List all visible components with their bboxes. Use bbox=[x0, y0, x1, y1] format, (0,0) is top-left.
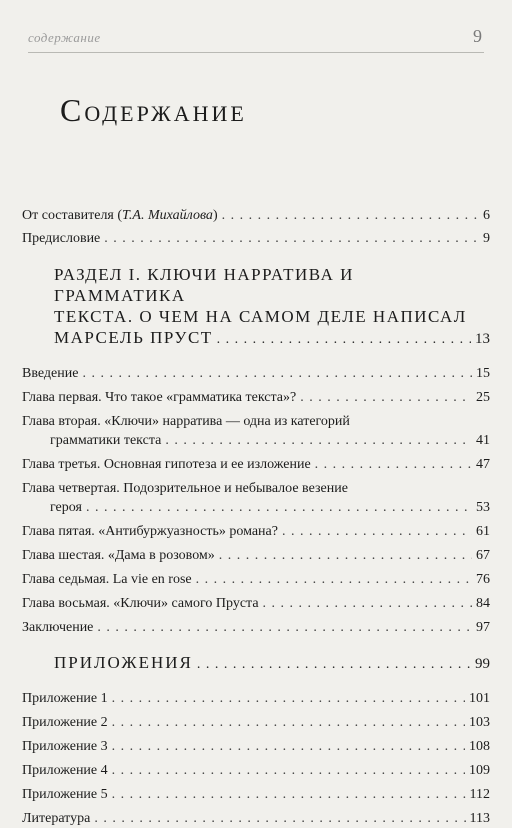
toc-entry-chapter-3[interactable] bbox=[22, 455, 490, 474]
toc-entry-appendix-4[interactable] bbox=[22, 761, 490, 780]
toc-entry-label: От составителя (Т.А. Михайлова) bbox=[22, 208, 218, 223]
toc-entry-page: 109 bbox=[469, 763, 490, 778]
toc-entry-chapter-4[interactable] bbox=[22, 479, 490, 517]
toc-entry-label: Приложение 4 bbox=[22, 763, 108, 778]
section-heading-1[interactable] bbox=[22, 264, 490, 350]
leader-dots bbox=[263, 594, 472, 613]
toc-entry-label: Глава четвертая. Подозрительное и небывалое везение bbox=[22, 481, 348, 496]
leader-dots bbox=[165, 431, 472, 450]
leader-dots bbox=[97, 618, 472, 637]
toc-entry-label: Глава третья. Основная гипотеза и ее изложение bbox=[22, 457, 311, 472]
toc-entry-page: 76 bbox=[476, 572, 490, 587]
header-rule bbox=[28, 52, 484, 53]
toc-entry-label: Глава седьмая. La vie en rose bbox=[22, 572, 192, 587]
toc-entry-appendix-2[interactable] bbox=[22, 713, 490, 732]
section-heading-line: РАЗДЕЛ I. КЛЮЧИ НАРРАТИВА И ГРАММАТИКА bbox=[54, 265, 354, 305]
page-title: Содержание bbox=[60, 92, 247, 128]
toc-entry-page: 97 bbox=[476, 620, 490, 635]
leader-dots bbox=[86, 498, 472, 517]
toc-entry-page: 47 bbox=[476, 457, 490, 472]
toc-entry-label: Введение bbox=[22, 366, 79, 381]
toc-entry-label: Глава первая. Что такое «грамматика текста»? bbox=[22, 390, 297, 405]
toc-entry-chapter-5[interactable] bbox=[22, 522, 490, 541]
section-heading-line: ПРИЛОЖЕНИЯ bbox=[54, 653, 193, 672]
toc-entry-page: 61 bbox=[476, 524, 490, 539]
toc-entry-compiler[interactable] bbox=[22, 206, 490, 225]
toc-entry-label: Литература bbox=[22, 811, 91, 826]
running-head: содержание bbox=[28, 30, 101, 45]
toc-entry-chapter-7[interactable] bbox=[22, 570, 490, 589]
leader-dots bbox=[197, 657, 471, 673]
leader-dots bbox=[196, 570, 472, 589]
toc-entry-appendix-1[interactable] bbox=[22, 689, 490, 708]
leader-dots bbox=[315, 455, 472, 474]
leader-dots bbox=[219, 546, 472, 565]
toc-entry-label: Глава вторая. «Ключи» нарратива — одна из категорий bbox=[22, 414, 350, 429]
toc-entry-label: Приложение 1 bbox=[22, 691, 108, 706]
toc-entry-appendix-5[interactable] bbox=[22, 785, 490, 804]
leader-dots bbox=[300, 388, 472, 407]
toc-entry-page: 53 bbox=[476, 500, 490, 515]
section-page: 13 bbox=[475, 331, 490, 347]
toc-entry-page: 6 bbox=[483, 208, 490, 223]
toc-entry-page: 103 bbox=[469, 715, 490, 730]
leader-dots bbox=[217, 329, 471, 350]
toc-entry-page: 67 bbox=[476, 548, 490, 563]
leader-dots bbox=[104, 229, 479, 248]
leader-dots bbox=[282, 522, 472, 541]
toc-entry-label: Глава восьмая. «Ключи» самого Пруста bbox=[22, 596, 259, 611]
toc-entry-label: Предисловие bbox=[22, 231, 101, 246]
table-of-contents bbox=[22, 206, 490, 828]
toc-entry-chapter-6[interactable] bbox=[22, 546, 490, 565]
toc-entry-appendix-3[interactable] bbox=[22, 737, 490, 756]
leader-dots bbox=[112, 761, 465, 780]
toc-entry-chapter-8[interactable] bbox=[22, 594, 490, 613]
toc-entry-label-cont: героя bbox=[50, 500, 82, 515]
toc-entry-preface[interactable] bbox=[22, 229, 490, 248]
toc-entry-label: Приложение 3 bbox=[22, 739, 108, 754]
toc-entry-label: Заключение bbox=[22, 620, 94, 635]
toc-entry-page: 112 bbox=[469, 787, 490, 802]
toc-entry-page: 101 bbox=[469, 691, 490, 706]
leader-dots bbox=[112, 737, 465, 756]
toc-entry-conclusion[interactable] bbox=[22, 618, 490, 637]
leader-dots bbox=[112, 713, 465, 732]
toc-entry-bibliography[interactable] bbox=[22, 809, 490, 828]
toc-entry-label: Глава пятая. «Антибуржуазность» романа? bbox=[22, 524, 278, 539]
toc-entry-page: 9 bbox=[483, 231, 490, 246]
toc-entry-page: 108 bbox=[469, 739, 490, 754]
toc-entry-label: Приложение 2 bbox=[22, 715, 108, 730]
leader-dots bbox=[112, 785, 466, 804]
leader-dots bbox=[112, 689, 465, 708]
toc-entry-label: Приложение 5 bbox=[22, 787, 108, 802]
toc-entry-page: 41 bbox=[476, 433, 490, 448]
section-heading-line: МАРСЕЛЬ ПРУСТ bbox=[54, 328, 213, 347]
toc-entry-intro[interactable] bbox=[22, 364, 490, 383]
toc-entry-page: 84 bbox=[476, 596, 490, 611]
leader-dots bbox=[82, 364, 472, 383]
section-page: 99 bbox=[475, 656, 490, 672]
leader-dots bbox=[222, 206, 479, 225]
toc-entry-chapter-1[interactable] bbox=[22, 388, 490, 407]
toc-entry-page: 25 bbox=[476, 390, 490, 405]
page-number: 9 bbox=[473, 26, 482, 46]
toc-entry-page: 113 bbox=[469, 811, 490, 826]
toc-entry-label: Глава шестая. «Дама в розовом» bbox=[22, 548, 215, 563]
toc-entry-label-cont: грамматики текста bbox=[50, 433, 162, 448]
section-heading-appendices[interactable] bbox=[22, 653, 490, 673]
section-heading-line: ТЕКСТА. О ЧЕМ НА САМОМ ДЕЛЕ НАПИСАЛ bbox=[54, 307, 467, 326]
leader-dots bbox=[94, 809, 465, 828]
toc-entry-chapter-2[interactable] bbox=[22, 412, 490, 450]
toc-entry-page: 15 bbox=[476, 366, 490, 381]
